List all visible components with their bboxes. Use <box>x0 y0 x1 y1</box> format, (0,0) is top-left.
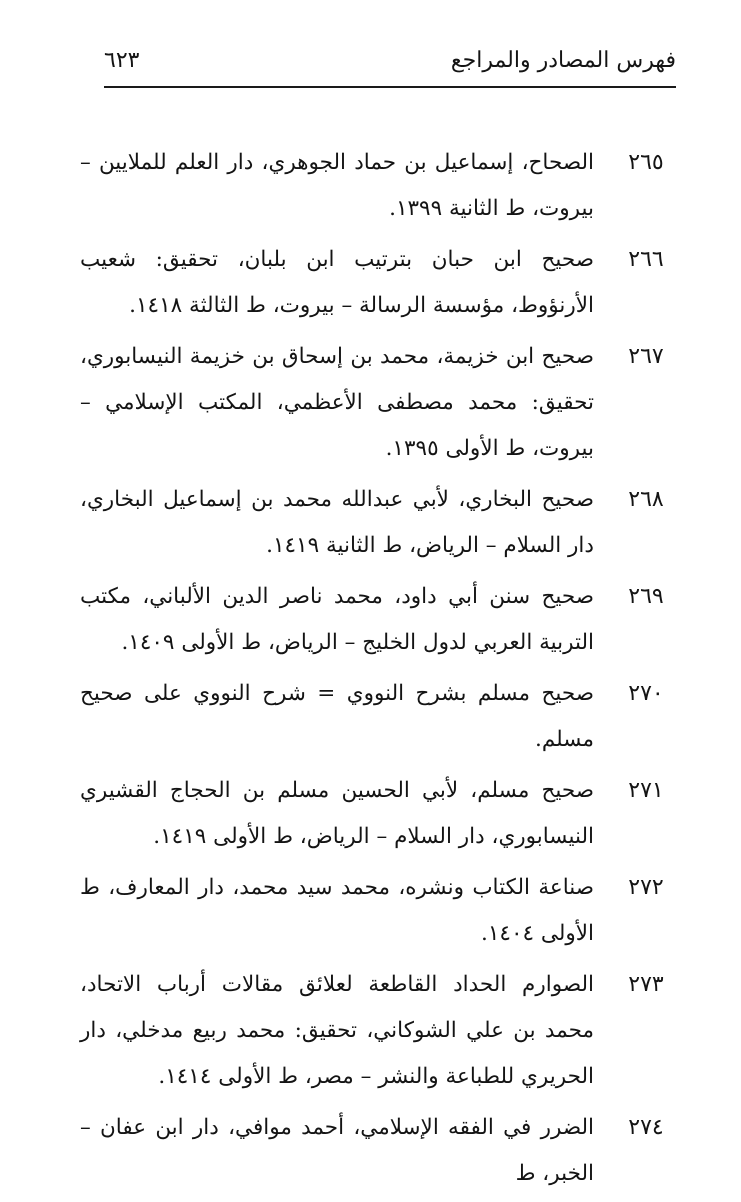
bibliography-entry <box>80 574 676 666</box>
bibliography-entry <box>80 477 676 569</box>
entry-text: صحيح سنن أبي داود، محمد ناصر الدين الألباني، مكتب التربية العربي لدول الخليج – الرياض، ط الأولى ١٤٠٩. <box>80 584 594 655</box>
entry-number: ٢٧٣ <box>628 972 664 997</box>
bibliography-entry <box>80 334 676 472</box>
entry-number: ٢٦٥ <box>628 150 664 175</box>
running-title: فهرس المصادر والمراجع <box>450 48 676 73</box>
entry-text: الصوارم الحداد القاطعة لعلائق مقالات أرباب الاتحاد، محمد بن علي الشوكاني، تحقيق: محمد ربيع مدخلي، دار الحريري للطباعة والنشر – مصر، ط الأولى ١٤١٤. <box>80 972 594 1089</box>
entry-text: صحيح البخاري، لأبي عبدالله محمد بن إسماعيل البخاري، دار السلام – الرياض، ط الثانية ١٤١٩. <box>80 487 594 558</box>
entry-number: ٢٧١ <box>628 778 664 803</box>
entry-text: الضرر في الفقه الإسلامي، أحمد موافي، دار ابن عفان – الخبر، ط <box>80 1115 594 1186</box>
entry-number: ٢٦٩ <box>628 584 664 609</box>
entry-number: ٢٧٢ <box>628 875 664 900</box>
bibliography-entry <box>80 768 676 860</box>
entry-number: ٢٦٨ <box>628 487 664 512</box>
entry-number: ٢٦٧ <box>628 344 664 369</box>
page-header <box>104 40 676 88</box>
header-rule <box>104 86 676 88</box>
entry-text: صحيح مسلم بشرح النووي = شرح النووي على صحيح مسلم. <box>80 681 594 752</box>
bibliography-list <box>80 140 676 1202</box>
entry-number: ٢٧٠ <box>628 681 664 706</box>
entry-number: ٢٧٤ <box>628 1115 664 1140</box>
entry-text: صحيح ابن حبان بترتيب ابن بلبان، تحقيق: شعيب الأرنؤوط، مؤسسة الرسالة – بيروت، ط الثالثة ١٤١٨. <box>80 247 594 318</box>
entry-text: صناعة الكتاب ونشره، محمد سيد محمد، دار المعارف، ط الأولى ١٤٠٤. <box>80 875 594 946</box>
bibliography-entry <box>80 140 676 232</box>
entry-number: ٢٦٦ <box>628 247 664 272</box>
entry-text: صحيح مسلم، لأبي الحسين مسلم بن الحجاج القشيري النيسابوري، دار السلام – الرياض، ط الأولى ١٤١٩. <box>80 778 594 849</box>
entry-text: صحيح ابن خزيمة، محمد بن إسحاق بن خزيمة النيسابوري، تحقيق: محمد مصطفى الأعظمي، المكتب الإسلامي – بيروت، ط الأولى ١٣٩٥. <box>80 344 594 461</box>
bibliography-entry <box>80 865 676 957</box>
page-number: ٦٢٣ <box>104 48 140 73</box>
bibliography-entry <box>80 237 676 329</box>
entry-text: الصحاح، إسماعيل بن حماد الجوهري، دار العلم للملايين – بيروت، ط الثانية ١٣٩٩. <box>80 150 594 221</box>
bibliography-entry <box>80 1105 676 1197</box>
bibliography-entry <box>80 962 676 1100</box>
bibliography-entry <box>80 671 676 763</box>
